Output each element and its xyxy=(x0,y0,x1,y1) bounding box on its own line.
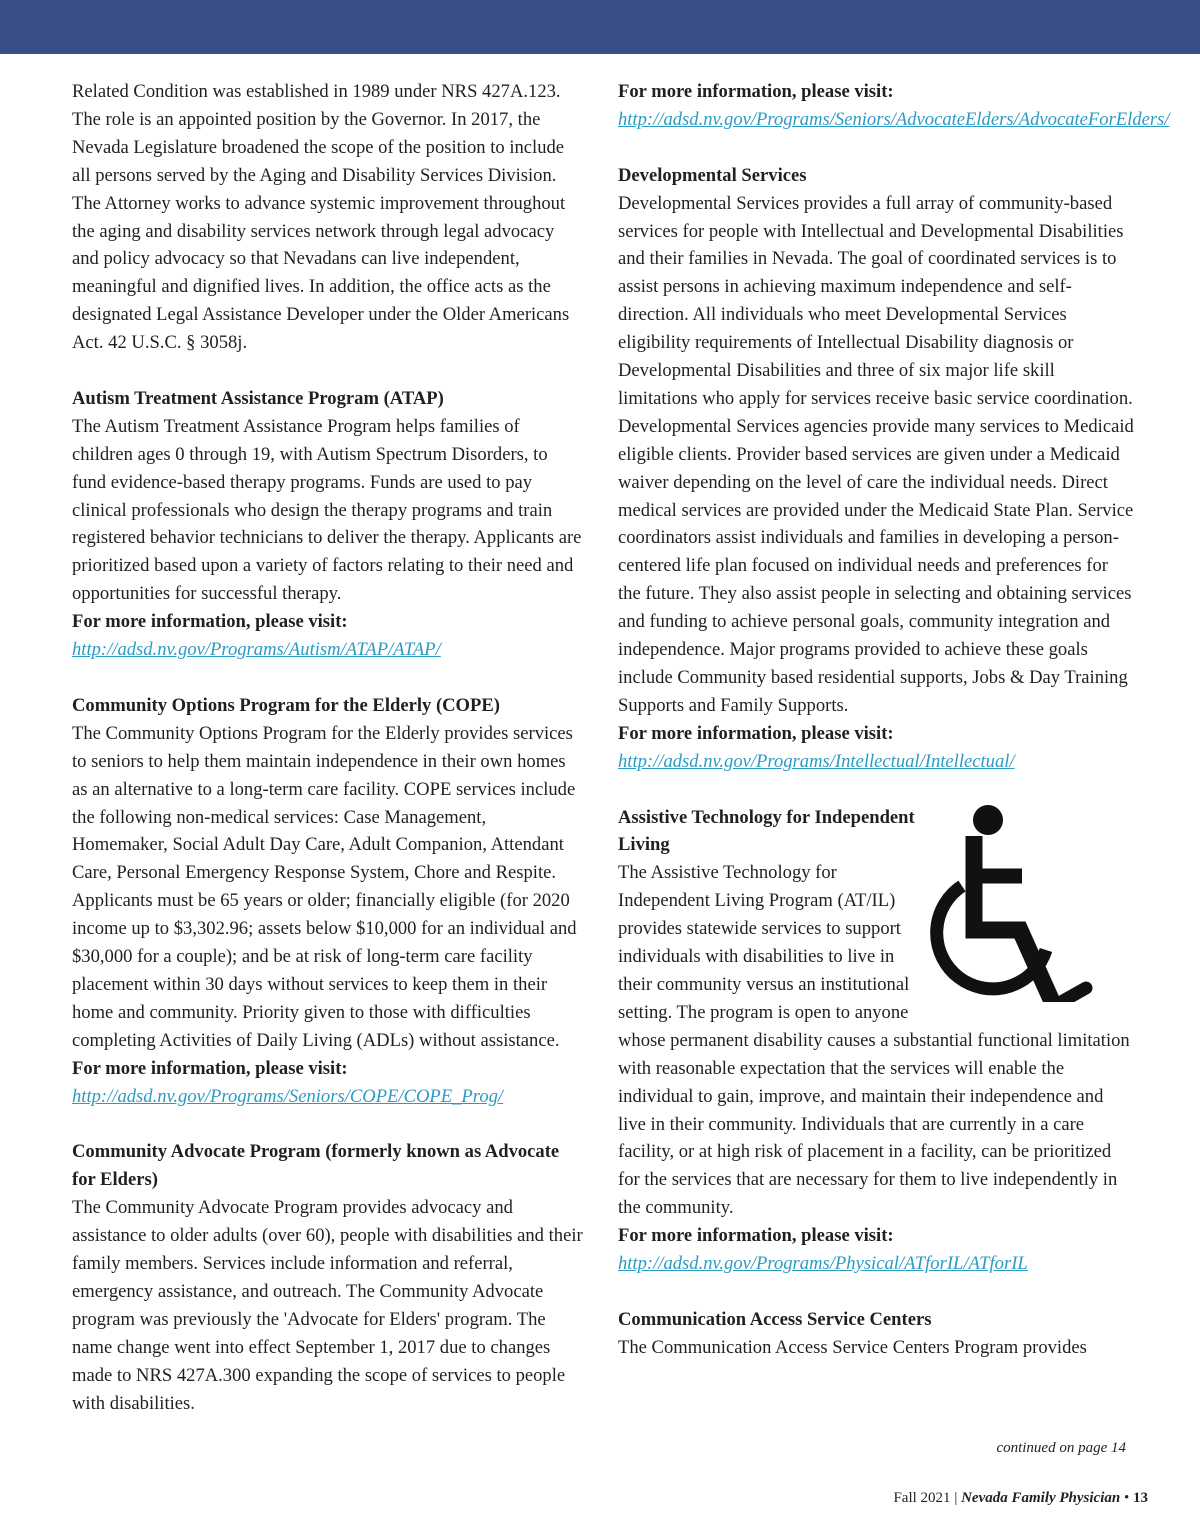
top-banner xyxy=(0,0,1200,54)
advocate-link[interactable]: http://adsd.nv.gov/Programs/Seniors/AdvocateElders/AdvocateForElders/ xyxy=(618,108,1170,130)
advocate-section xyxy=(72,1138,584,1417)
footer-bullet: • xyxy=(1123,1490,1130,1506)
atap-link[interactable]: http://adsd.nv.gov/Programs/Autism/ATAP/ATAP/ xyxy=(72,639,441,661)
right-column xyxy=(618,78,1170,1362)
cope-heading: Community Options Program for the Elderly (COPE) xyxy=(72,694,500,716)
communication-body: The Communication Access Service Centers Program provides xyxy=(618,1336,1087,1358)
developmental-link[interactable]: http://adsd.nv.gov/Programs/Intellectual/Intellectual/ xyxy=(618,750,1015,772)
communication-heading: Communication Access Service Centers xyxy=(618,1308,932,1330)
continued-note: continued on page 14 xyxy=(996,1440,1126,1456)
page-footer xyxy=(893,1490,1148,1507)
advocate-more-section xyxy=(618,78,1170,134)
assistive-heading: Assistive Technology for Independent Living xyxy=(618,806,915,856)
assistive-more-label: For more information, please visit: xyxy=(618,1225,894,1247)
cope-more-label: For more information, please visit: xyxy=(72,1057,348,1079)
atap-body: The Autism Treatment Assistance Program helps families of children ages 0 through 19, with Autism Spectrum Disorders, to fund evidence-based therapy programs. Funds are used to pay clinical professionals who design the therapy programs and train registered behavior technicians to deliver the therapy. Applicants are prioritized based upon a variety of factors relating to their need and opportunities for successful therapy. xyxy=(72,415,582,605)
cope-link[interactable]: http://adsd.nv.gov/Programs/Seniors/COPE/COPE_Prog/ xyxy=(72,1085,504,1107)
page-number: 13 xyxy=(1133,1490,1148,1506)
assistive-body: The Assistive Technology for Independent Living Program (AT/IL) provides statewide services to support individuals with disabilities to live in their community versus an institutional setting. The program is open to anyone whose permanent disability causes a substantial functional limitation with reasonable expectation that the services will enable the individual to gain, improve, and maintain their independence and live in their community. Individuals that are currently in a care facility, or at high risk of placement in a facility, can be prioritized for the services that are necessary for them to live independently in the community. xyxy=(618,862,1130,1219)
cope-body: The Community Options Program for the Elderly provides services to seniors to help them maintain independence in their own homes as an alternative to a long-term care facility. COPE services include the following non-medical services: Case Management, Homemaker, Social Adult Day Care, Adult Companion, Attendant Care, Personal Emergency Response System, Chore and Respite. Applicants must be 65 years or older; financially eligible (for 2020 income up to $3,302.96; assets below $10,000 for an individual and $30,000 for a couple); and be at risk of long-term care facility placement within 30 days without services to keep them in their home and community. Priority given to those with difficulties completing Activities of Daily Living (ADLs) without assistance. xyxy=(72,722,577,1051)
developmental-heading: Developmental Services xyxy=(618,164,807,186)
advocate-body: The Community Advocate Program provides advocacy and assistance to older adults (over 60), people with disabilities and their family members. Services include information and referral, emergency assistance, and outreach. The Community Advocate program was previously the 'Advocate for Elders' program. The name change went into effect September 1, 2017 due to changes made to NRS 427A.300 expanding the scope of services to people with disabilities. xyxy=(72,1197,583,1414)
developmental-body: Developmental Services provides a full array of community-based services for people with Intellectual and Developmental Disabilities and their families in Nevada. The goal of coordinated services is to assist persons in achieving maximum independence and self-direction. All individuals who meet Developmental Services eligibility requirements of Intellectual Disability diagnosis or Developmental Disabilities and three of six major life skill limitations who apply for services receive basic service coordination. Developmental Services agencies provide many services to Medicaid eligible clients. Provider based services are given under a Medicaid waiver depending on the level of care the individual needs. Direct medical services are provided under the Medicaid State Plan. Service coordinators assist individuals and families in developing a person-centered life plan focused on individual needs and preferences for the future. They also assist people in selecting and obtaining services and funding to achieve personal goals, community integration and independence. Major programs provided to achieve these goals include Community based residential supports, Jobs & Day Training Supports and Family Supports. xyxy=(618,192,1134,716)
assistive-link[interactable]: http://adsd.nv.gov/Programs/Physical/ATforIL/ATforIL xyxy=(618,1253,1028,1275)
atap-section xyxy=(72,385,584,664)
assistive-section xyxy=(618,804,1134,1278)
wheelchair-icon xyxy=(928,804,1140,1002)
atap-heading: Autism Treatment Assistance Program (ATAP) xyxy=(72,387,444,409)
atap-more-label: For more information, please visit: xyxy=(72,611,348,633)
footer-season: Fall 2021 xyxy=(893,1490,951,1506)
left-column xyxy=(72,78,584,1417)
developmental-more-label: For more information, please visit: xyxy=(618,722,894,744)
footer-separator: | xyxy=(954,1490,958,1506)
communication-section xyxy=(618,1306,1134,1362)
intro-paragraph: Related Condition was established in 1989 under NRS 427A.123. The role is an appointed position by the Governor. In 2017, the Nevada Legislature broadened the scope of the position to include all persons served by the Aging and Disability Services Division. The Attorney works to advance systemic improvement throughout the aging and disability services network through legal advocacy and policy advocacy so that Nevadans can live independent, meaningful and dignified lives. In addition, the office acts as the designated Legal Assistance Developer under the Older Americans Act. 42 U.S.C. § 3058j. xyxy=(72,81,570,354)
advocate-heading: Community Advocate Program (formerly known as Advocate for Elders) xyxy=(72,1141,560,1191)
developmental-section xyxy=(618,162,1134,776)
footer-magazine: Nevada Family Physician xyxy=(961,1490,1121,1506)
cope-section xyxy=(72,692,584,1111)
advocate-more-label: For more information, please visit: xyxy=(618,81,894,102)
